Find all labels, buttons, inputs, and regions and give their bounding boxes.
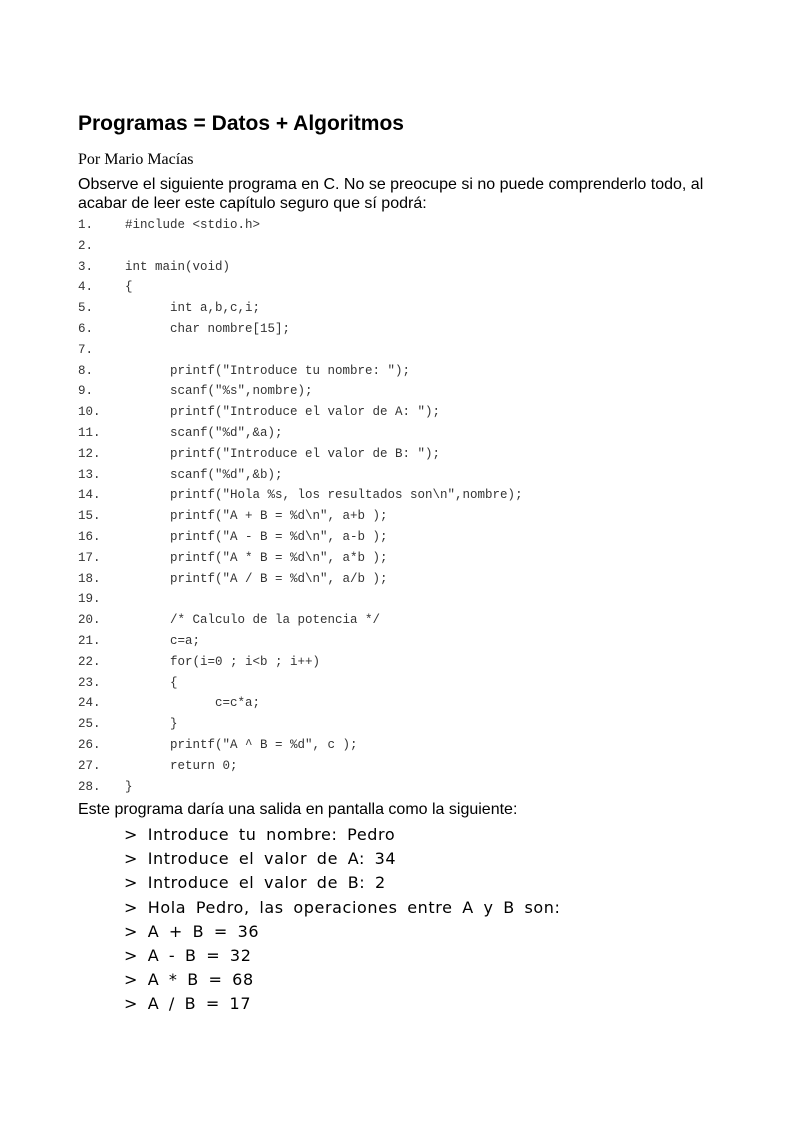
line-number: 21. <box>78 633 101 648</box>
code-text: return 0; <box>125 758 238 773</box>
line-number: 27. <box>78 758 101 773</box>
line-number: 18. <box>78 571 101 586</box>
code-text: #include <stdio.h> <box>125 218 261 232</box>
code-text: for(i=0 ; i<b ; i++) <box>125 654 321 669</box>
code-text: printf("A ^ B = %d", c ); <box>125 737 358 752</box>
code-listing <box>78 215 718 797</box>
output-line: > A - B = 32 <box>124 945 252 965</box>
code-line <box>78 381 718 402</box>
code-text: printf("Introduce el valor de A: "); <box>125 405 441 420</box>
line-number: 7. <box>78 342 94 357</box>
output-line: > A * B = 68 <box>124 970 254 990</box>
line-number: 8. <box>78 363 94 378</box>
code-text: char nombre[15]; <box>125 321 291 336</box>
code-text: printf("Hola %s, los resultados son\n",nombre); <box>125 488 523 503</box>
line-number: 11. <box>78 425 101 440</box>
line-number: 1. <box>78 218 94 232</box>
code-line <box>78 777 718 798</box>
code-line <box>78 485 718 506</box>
code-text: { <box>125 675 178 690</box>
code-line <box>78 527 718 548</box>
code-text: } <box>125 717 178 732</box>
line-number: 23. <box>78 675 101 690</box>
code-line <box>78 714 718 735</box>
code-text: scanf("%d",&b); <box>125 467 283 482</box>
code-line <box>78 465 718 486</box>
code-line <box>78 735 718 756</box>
code-line <box>78 340 718 361</box>
line-number: 14. <box>78 488 101 503</box>
code-text: scanf("%d",&a); <box>125 425 283 440</box>
line-number: 5. <box>78 301 94 316</box>
code-line <box>78 444 718 465</box>
code-text: /* Calculo de la potencia */ <box>125 613 381 628</box>
line-number: 20. <box>78 613 101 628</box>
intro-paragraph: Observe el siguiente programa en C. No se preocupe si no puede comprenderlo todo, al acabar de leer este capítulo seguro que sí podrá: <box>78 176 704 212</box>
line-number: 3. <box>78 259 94 274</box>
line-number: 16. <box>78 529 101 544</box>
line-number: 9. <box>78 384 94 399</box>
code-line <box>78 693 718 714</box>
output-intro-paragraph: Este programa daría una salida en pantalla como la siguiente: <box>78 801 518 818</box>
code-text: c=a; <box>125 633 201 648</box>
code-text: c=c*a; <box>125 696 261 711</box>
author-line: Por Mario Macías <box>78 151 194 168</box>
code-line <box>78 756 718 777</box>
code-text: printf("Introduce el valor de B: "); <box>125 446 441 461</box>
line-number: 6. <box>78 321 94 336</box>
line-number: 17. <box>78 550 101 565</box>
line-number: 12. <box>78 446 101 461</box>
line-number: 15. <box>78 509 101 524</box>
code-line <box>78 319 718 340</box>
code-line <box>78 215 718 236</box>
code-text: scanf("%s",nombre); <box>125 384 313 399</box>
page-title: Programas = Datos + Algoritmos <box>78 112 404 135</box>
line-number: 19. <box>78 592 101 607</box>
console-output <box>124 823 561 1017</box>
code-line <box>78 652 718 673</box>
code-text: int a,b,c,i; <box>125 301 261 316</box>
code-text: printf("Introduce tu nombre: "); <box>125 363 411 378</box>
code-line <box>78 589 718 610</box>
output-line: > A + B = 36 <box>124 921 260 941</box>
line-number: 26. <box>78 737 101 752</box>
line-number: 24. <box>78 696 101 711</box>
code-line <box>78 610 718 631</box>
code-text: printf("A - B = %d\n", a-b ); <box>125 529 388 544</box>
code-line <box>78 631 718 652</box>
code-line <box>78 361 718 382</box>
code-text: int main(void) <box>125 259 231 274</box>
code-text: printf("A * B = %d\n", a*b ); <box>125 550 388 565</box>
code-text: } <box>125 779 133 794</box>
output-line: > Introduce el valor de B: 2 <box>124 873 386 893</box>
code-line <box>78 423 718 444</box>
code-text: { <box>125 280 133 295</box>
line-number: 4. <box>78 280 94 295</box>
line-number: 22. <box>78 654 101 669</box>
code-line <box>78 673 718 694</box>
code-text: printf("A / B = %d\n", a/b ); <box>125 571 388 586</box>
code-line <box>78 257 718 278</box>
code-line <box>78 569 718 590</box>
line-number: 28. <box>78 779 101 794</box>
code-line <box>78 548 718 569</box>
output-line: > Introduce el valor de A: 34 <box>124 849 397 869</box>
line-number: 13. <box>78 467 101 482</box>
code-line <box>78 277 718 298</box>
output-line: > Hola Pedro, las operaciones entre A y B son: <box>124 897 561 917</box>
line-number: 10. <box>78 405 101 420</box>
code-text: printf("A + B = %d\n", a+b ); <box>125 509 388 524</box>
output-line: > Introduce tu nombre: Pedro <box>124 825 396 844</box>
code-line <box>78 298 718 319</box>
line-number: 2. <box>78 238 94 253</box>
code-line <box>78 402 718 423</box>
output-line: > A / B = 17 <box>124 994 252 1014</box>
code-line <box>78 506 718 527</box>
line-number: 25. <box>78 717 101 732</box>
code-line <box>78 236 718 257</box>
